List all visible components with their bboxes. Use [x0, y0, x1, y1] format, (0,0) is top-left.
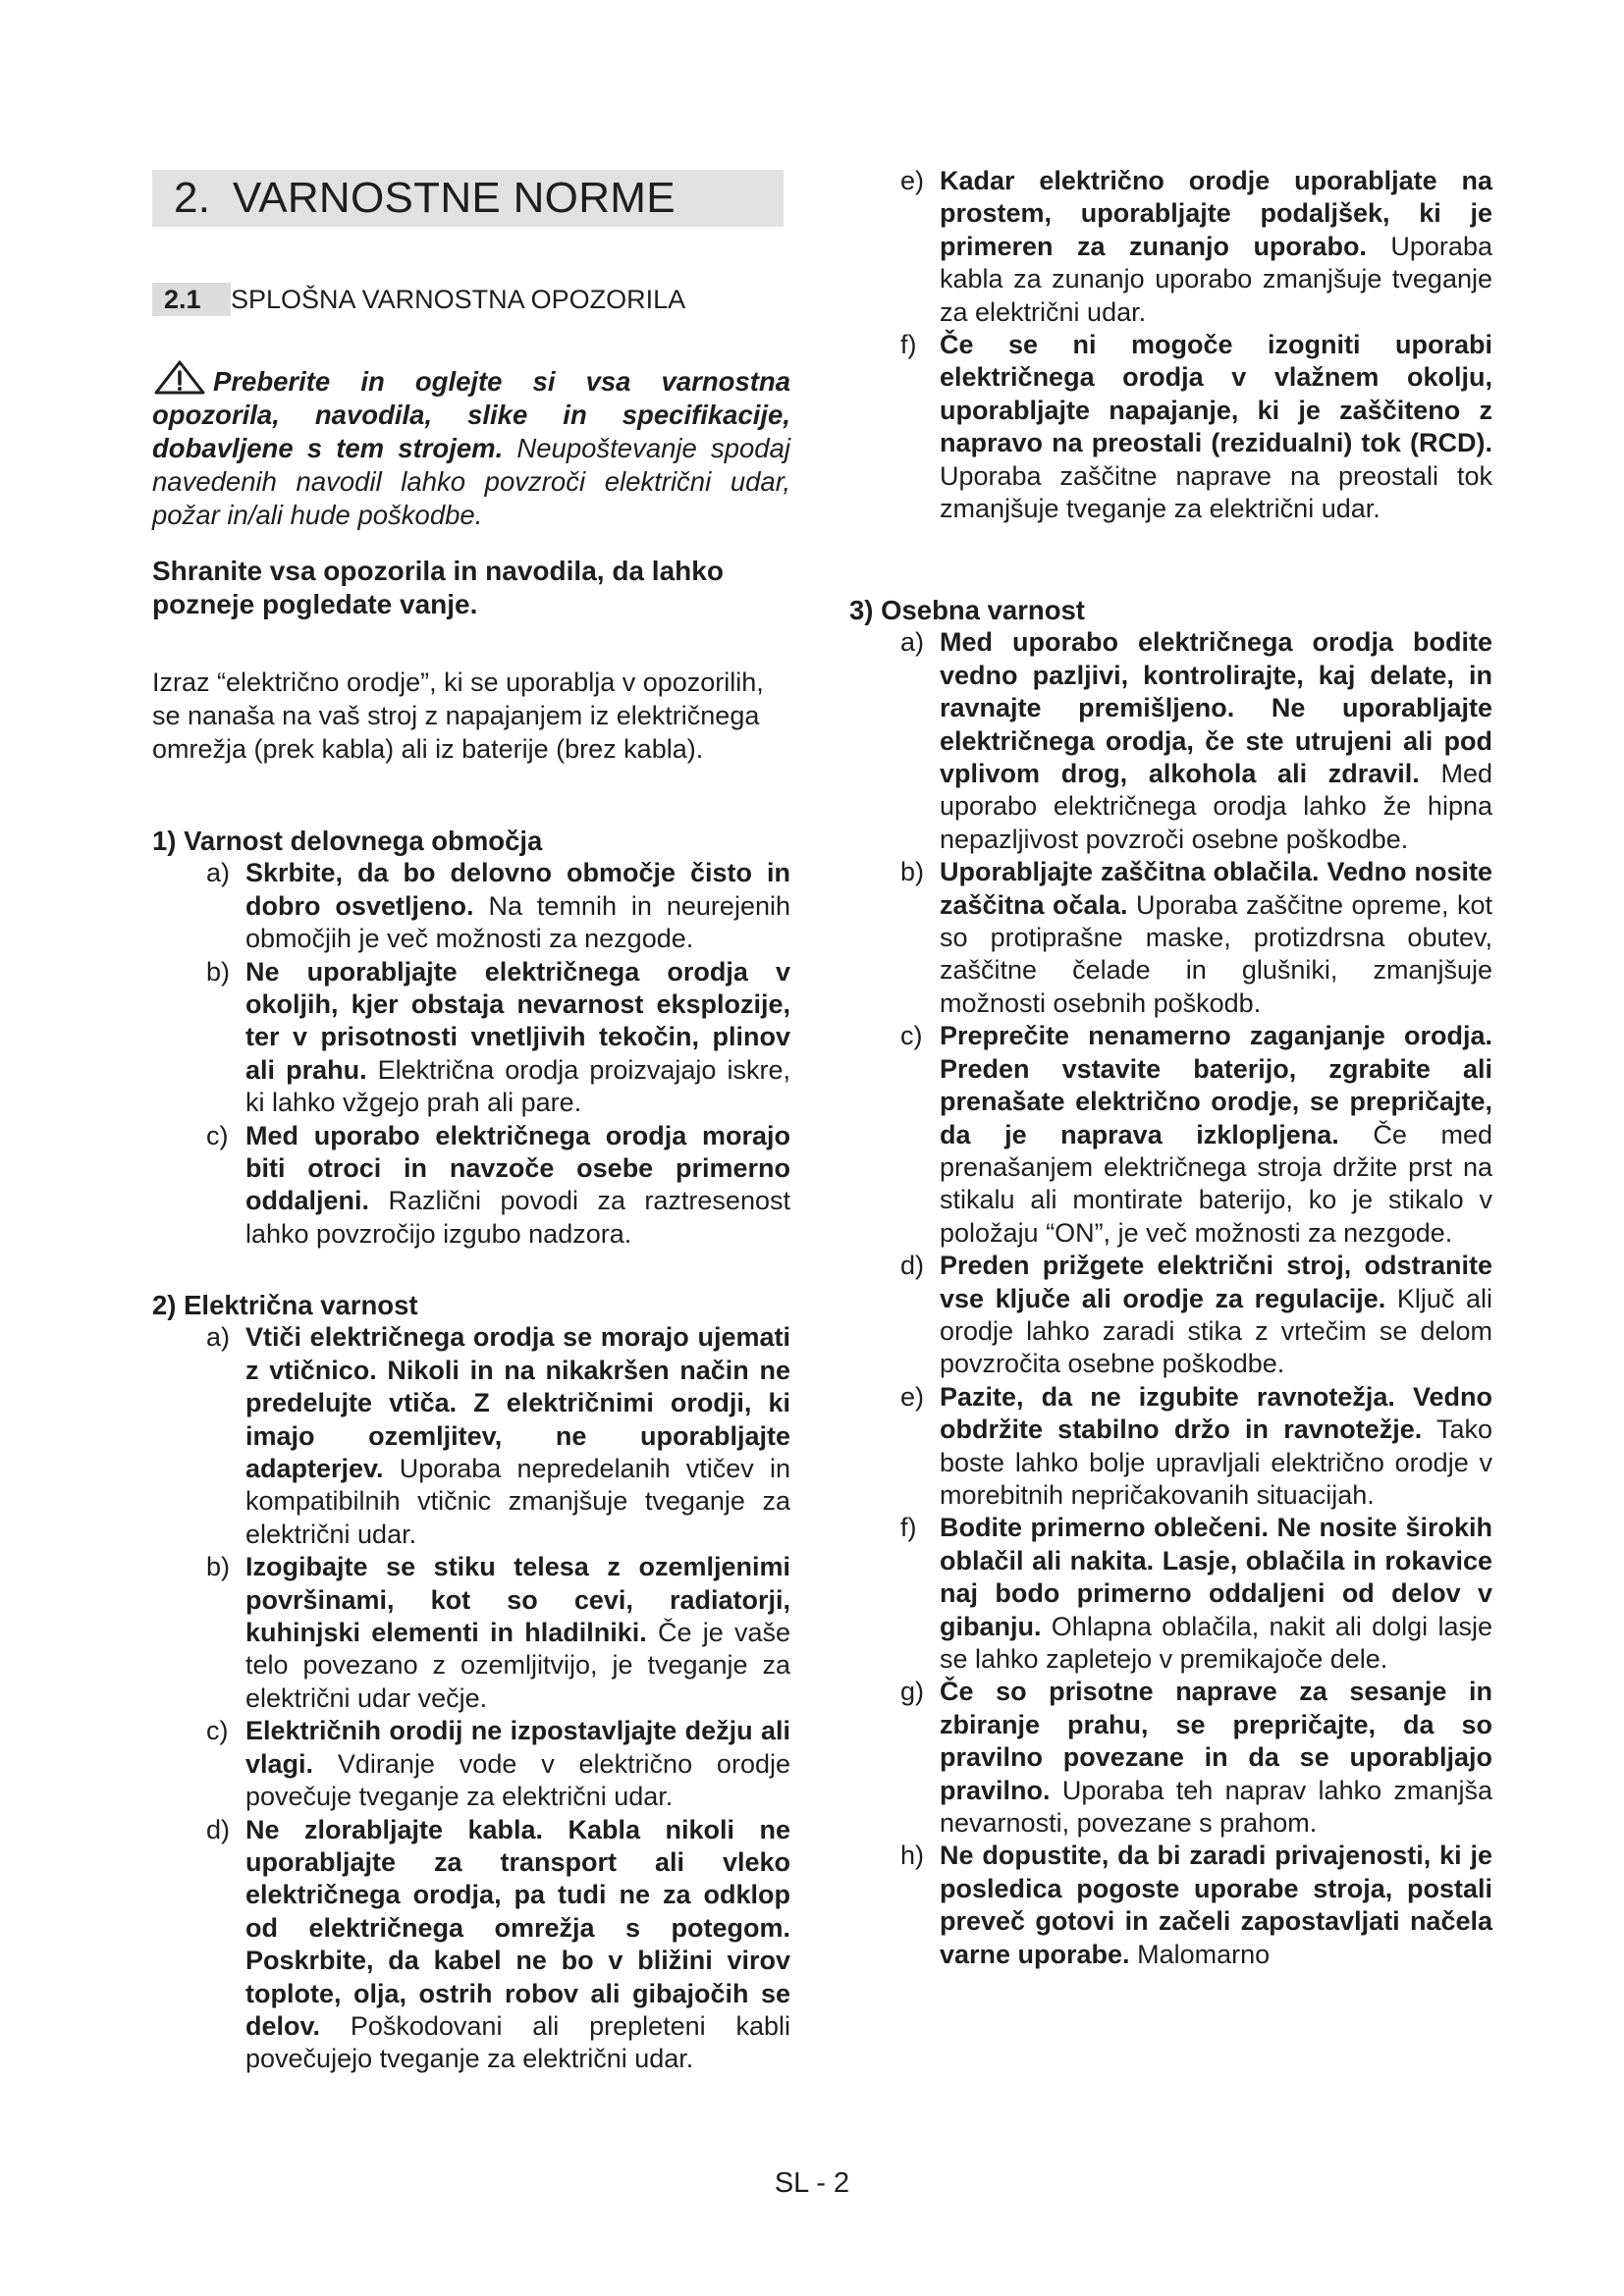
item-label: c) — [206, 1716, 229, 1746]
item-label: c) — [206, 1120, 229, 1150]
item-text: Uporaba zaščitne opreme, kot so protiprašne maske, protizdrsna obutev, zaščitne čelade in glušniki, zmanjšuje možnosti osebnih poškodb. — [940, 889, 1492, 1018]
warning-paragraph — [152, 359, 790, 532]
list-item — [900, 1512, 1492, 1676]
list-item — [206, 1321, 790, 1551]
save-note: Shranite vsa opozorila in navodila, da lahko pozneje pogledate vanje. — [152, 556, 724, 619]
item-text: Ključ ali orodje lahko zaradi stika z vrtečim se delom povzročita osebne poškodbe. — [940, 1283, 1492, 1379]
list-item — [900, 165, 1492, 329]
item-label: a) — [206, 858, 231, 888]
item-text: Električna orodja proizvajajo iskre, ki lahko vžgejo prah ali pare. — [245, 1054, 790, 1118]
list-item — [900, 626, 1492, 856]
item-text: Uporaba nepredelanih vtičev in kompatibilnih vtičnic zmanjšuje tveganje za električni udar. — [245, 1454, 790, 1549]
item-label: f) — [900, 1513, 917, 1543]
item-bold: Vtiči električnega orodja se morajo ujemati z vtičnico. Nikoli in na nikakršen način ne predelujte vtiča. Z električnimi orodji, ki imajo ozemljitev, ne uporabljajte adapterjev. — [245, 1322, 790, 1484]
item-bold: Preden prižgete električni stroj, odstranite vse ključe ali orodje za regulacije. — [940, 1251, 1492, 1313]
list-item — [206, 1715, 790, 1813]
item-bold: Med uporabo električnega orodja bodite vedno pazljivi, kontrolirajte, kaj delate, in ravnajte premišljeno. Ne uporabljajte električnega orodja, če ste utrujeni ali pod vplivom drog, alkohola ali zdravil. — [940, 627, 1492, 789]
item-label: g) — [900, 1677, 925, 1707]
item-label: b) — [900, 857, 925, 887]
list-item — [900, 329, 1492, 525]
group-personal-safety — [849, 594, 1492, 1971]
item-label: d) — [206, 1814, 231, 1844]
item-label: f) — [900, 330, 917, 360]
item-bold: Pazite, da ne izgubite ravnotežja. Vedno obdržite stabilno držo in ravnotežje. — [940, 1381, 1492, 1445]
item-label: b) — [206, 956, 231, 987]
list-item — [900, 1840, 1492, 1971]
item-text: Uporaba kabla za zunanjo uporabo zmanjšuje tveganje za električni udar. — [940, 231, 1492, 327]
item-text: Če je vaše telo povezano z ozemljitvijo, je tveganje za električni udar večje. — [245, 1618, 790, 1713]
list-item — [206, 956, 790, 1120]
group-electrical — [152, 1289, 790, 2076]
item-bold: Skrbite, da bo delovno območje čisto in dobro osvetljeno. — [245, 858, 790, 921]
section-title-text: VARNOSTNE NORME — [232, 174, 676, 222]
item-label: e) — [900, 166, 925, 195]
list-item — [900, 1381, 1492, 1513]
item-bold: Ne zlorabljajte kabla. Kabla nikoli ne uporabljajte za transport ali vleko električnega orodja, pa tudi ne za odklop od električnega omrežja s potegom. Poskrbite, da kabel ne bo v bližini virov toplote, olja, ostrih robov ali gibajočih se delov. — [245, 1814, 790, 2041]
item-bold: Izogibajte se stiku telesa z ozemljenimi površinami, kot so cevi, radiatorji, kuhinjski elementi in hladilniki. — [245, 1552, 790, 1648]
item-bold: Električnih orodij ne izpostavljajte dežju ali vlagi. — [245, 1716, 790, 1779]
group-electrical-continued — [849, 165, 1492, 525]
item-bold: Bodite primerno oblečeni. Ne nosite širokih oblačil ali nakita. Lasje, oblačila in rokavice naj bodo primerno oddaljeni od delov v gibanju. — [940, 1513, 1492, 1641]
item-text: Uporaba zaščitne naprave na preostali tok zmanjšuje tveganje za električni udar. — [940, 460, 1492, 524]
item-label: b) — [206, 1552, 231, 1582]
list-item — [900, 1250, 1492, 1381]
item-label: h) — [900, 1841, 925, 1871]
item-bold: Kadar električno orodje uporabljate na prostem, uporabljajte podaljšek, ki je primeren za zunanjo uporabo. — [940, 166, 1492, 261]
item-bold: Ne uporabljajte električnega orodja v okoljih, kjer obstaja nevarnost eksplozije, ter v prisotnosti vnetljivih tekočin, plinov ali prahu. — [245, 956, 790, 1085]
item-text: Če med prenašanjem električnega stroja držite prst na stikalu ali montirate baterijo, ko je stikalo v položaju “ON”, je več možnosti za nezgode. — [940, 1119, 1492, 1248]
list-item — [900, 1020, 1492, 1250]
item-text: Ohlapna oblačila, nakit ali dolgi lasje se lahko zapletejo v premikajoče dele. — [940, 1611, 1492, 1674]
list-item — [206, 1814, 790, 2076]
group-heading: 2) Električna varnost — [152, 1290, 418, 1320]
list-item — [900, 1676, 1492, 1840]
item-text: Uporaba teh naprav lahko zmanjša nevarnosti, povezane s prahom. — [940, 1775, 1492, 1839]
item-label: a) — [900, 627, 925, 658]
group-heading: 1) Varnost delovnega območja — [152, 826, 543, 856]
list-item — [206, 1551, 790, 1715]
item-bold: Ne dopustite, da bi zaradi privajenosti, ki je posledica pogoste uporabe stroja, postali preveč gotovi in začeli zapostavljati načela varne uporabe. — [940, 1841, 1492, 1969]
subsection-number: 2.1 — [152, 283, 231, 316]
group-work-area — [152, 825, 790, 1251]
item-text: Tako boste lahko bolje upravljali električno orodje v morebitnih nepričakovanih situacijah. — [940, 1415, 1493, 1510]
group-heading: 3) Osebna varnost — [849, 595, 1085, 625]
item-bold: Če se ni mogoče izogniti uporabi električnega orodja v vlažnem okolju, uporabljajte napajanje, ki je zaščiteno z napravo na preostali (rezidualni) tok (RCD). — [940, 330, 1492, 458]
section-title — [152, 170, 784, 227]
item-label: a) — [206, 1322, 231, 1353]
intro-paragraph: Izraz “električno orodje”, ki se uporablja v opozorilih, se nanaša na vaš stroj z napajanjem iz električnega omrežja (prek kabla) ali iz baterije (brez kabla). — [152, 667, 764, 764]
list-item — [900, 856, 1492, 1020]
subsection-title — [152, 283, 761, 316]
warning-bold-text: Preberite in oglejte si vsa varnostna opozorila, navodila, slike in specifikacije, dobavljene s tem strojem. — [152, 366, 790, 463]
item-text: Poškodovani ali prepleteni kabli povečujejo tveganje za električni udar. — [245, 2010, 790, 2074]
warning-triangle-icon — [152, 359, 207, 395]
item-bold: Če so prisotne naprave za sesanje in zbiranje prahu, se prepričajte, da so pravilno povezane in da se uporabljajo pravilno. — [940, 1677, 1492, 1805]
item-text: Na temnih in neurejenih območjih je več možnosti za nezgode. — [245, 890, 790, 954]
item-label: c) — [900, 1021, 923, 1051]
subsection-title-text: SPLOŠNA VARNOSTNA OPOZORILA — [231, 285, 686, 314]
item-label: d) — [900, 1251, 925, 1281]
item-bold: Preprečite nenamerno zaganjanje orodja. Preden vstavite baterijo, zgrabite ali prenašate električno orodje, se prepričajte, da je naprava izklopljena. — [940, 1021, 1492, 1149]
item-text: Vdiranje vode v električno orodje povečuje tveganje za električni udar. — [245, 1748, 790, 1812]
item-text: Malomarno — [1137, 1939, 1271, 1969]
warning-text: Neupoštevanje spodaj navedenih navodil lahko povzroči električni udar, požar in/ali hude poškodbe. — [152, 433, 791, 530]
item-text: Različni povodi za raztresenost lahko povzročijo izgubo nadzora. — [245, 1186, 790, 1249]
page-number: SL - 2 — [774, 2167, 850, 2199]
list-item — [206, 857, 790, 955]
section-number: 2. — [174, 174, 211, 222]
list-item — [206, 1120, 790, 1252]
item-label: e) — [900, 1381, 925, 1412]
item-text: Med uporabo električnega orodja lahko že hipna nepazljivost povzroči osebne poškodbe. — [940, 759, 1492, 854]
item-bold: Uporabljajte zaščitna oblačila. Vedno nosite zaščitna očala. — [940, 857, 1492, 920]
item-bold: Med uporabo električnega orodja morajo biti otroci in navzoče osebe primerno oddaljeni. — [245, 1120, 790, 1216]
